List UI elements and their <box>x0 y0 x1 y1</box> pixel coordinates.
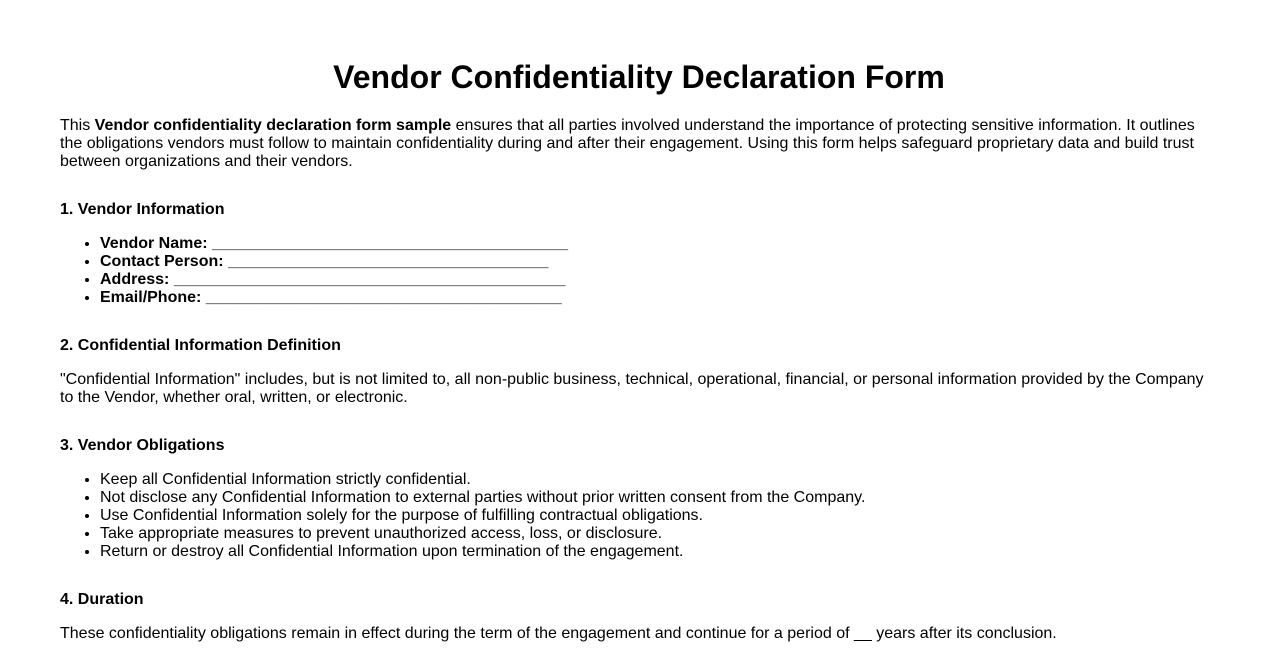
section-title: 1. Vendor Information <box>60 201 225 218</box>
field-contact-person <box>100 253 1218 271</box>
list-item: • Not disclose any Confidential Information to external parties without prior written consent from the Company. <box>100 489 1218 507</box>
section-duration <box>60 591 1218 643</box>
address-blank[interactable]: ____________________________________________ <box>173 271 566 288</box>
obligations-list <box>60 471 1218 561</box>
field-label: Address: <box>100 271 170 288</box>
list-item: • Use Confidential Information solely for the purpose of fulfilling contractual obligations. <box>100 507 1218 525</box>
field-label: Email/Phone: <box>100 289 202 306</box>
section-title: 2. Confidential Information Definition <box>60 337 341 354</box>
field-vendor-name <box>100 235 1218 253</box>
contact-person-blank[interactable]: ____________________________________ <box>228 253 549 270</box>
duration-text: These confidentiality obligations remain in effect during the term of the engagement and continue for a period of __ years after its conclusion. <box>60 625 1057 642</box>
intro-paragraph <box>60 117 1218 171</box>
email-phone-blank[interactable]: ________________________________________ <box>205 289 562 306</box>
field-address <box>100 271 1218 289</box>
intro-bold-phrase: Vendor confidentiality declaration form sample <box>94 117 452 134</box>
section-title: 4. Duration <box>60 591 144 608</box>
section-confidential-definition <box>60 337 1218 407</box>
intro-suffix: ensures that all parties involved understand the importance of protecting sensitive information. It outlines the obligations vendors must follow to maintain confidentiality during and after their engagement. Using this form helps safeguard proprietary data and build trust between organizations and their vendors. <box>60 117 1195 170</box>
section-title: 3. Vendor Obligations <box>60 437 225 454</box>
intro-prefix: This <box>60 117 95 134</box>
list-item: • Take appropriate measures to prevent unauthorized access, loss, or disclosure. <box>100 525 1218 543</box>
list-item: • Return or destroy all Confidential Information upon termination of the engagement. <box>100 543 1218 561</box>
definition-text: "Confidential Information" includes, but is not limited to, all non-public business, technical, operational, financial, or personal information provided by the Company to the Vendor, whether oral, written, or electronic. <box>60 371 1204 406</box>
field-email-phone <box>100 289 1218 307</box>
section-vendor-information <box>60 201 1218 307</box>
field-label: Contact Person: <box>100 253 224 270</box>
list-item: • Keep all Confidential Information strictly confidential. <box>100 471 1218 489</box>
vendor-field-list <box>60 235 1218 307</box>
page-title: Vendor Confidentiality Declaration Form <box>333 59 945 95</box>
field-label: Vendor Name: <box>100 235 208 252</box>
vendor-name-blank[interactable]: ________________________________________ <box>212 235 568 252</box>
section-vendor-obligations <box>60 437 1218 561</box>
